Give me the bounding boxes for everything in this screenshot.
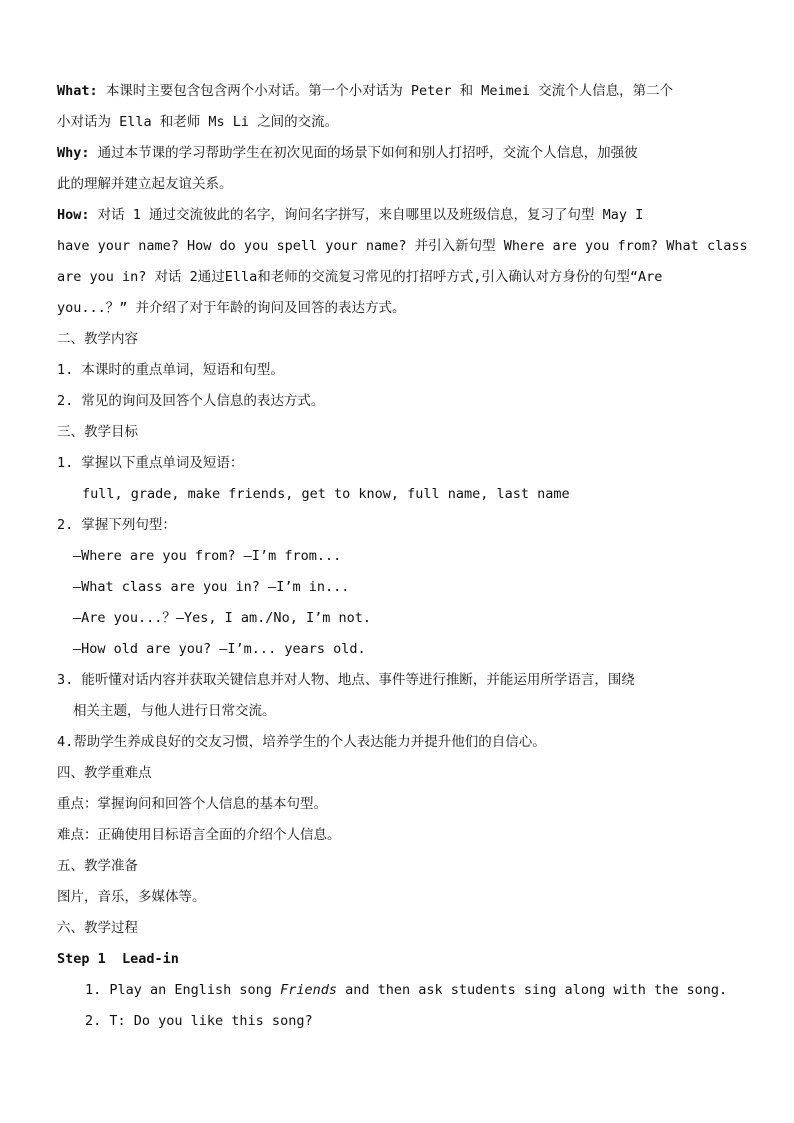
- key-words-list: full, grade, make friends, get to know, full name, last name: [82, 486, 570, 502]
- how-line-2: have your name? How do you spell your name? 并引入新句型 Where are you from? What class: [57, 238, 748, 254]
- section-3-item-2: 2. 掌握下列句型：: [57, 517, 176, 533]
- section-3-item-4: 4.帮助学生养成良好的交友习惯，培养学生的个人表达能力并提升他们的自信心。: [57, 734, 546, 750]
- section-4-heading: 四、教学重难点: [57, 765, 152, 781]
- section-6-heading: 六、教学过程: [57, 920, 138, 936]
- section-5-heading: 五、教学准备: [57, 858, 138, 874]
- sentence-pattern-1: —Where are you from? —I’m from...: [73, 548, 342, 564]
- why-line-2: 此的理解并建立起友谊关系。: [57, 176, 233, 192]
- sentence-pattern-2: —What class are you in? —I’m in...: [73, 579, 350, 595]
- what-line-2: 小对话为 Ella 和老师 Ms Li 之间的交流。: [57, 114, 339, 130]
- step-1-heading: Step 1 Lead-in: [57, 951, 179, 967]
- key-point: 重点：掌握询问和回答个人信息的基本句型。: [57, 796, 327, 812]
- section-2-heading: 二、教学内容: [57, 331, 138, 347]
- song-title: Friends: [280, 982, 337, 998]
- step-1-item-2: 2. T: Do you like this song?: [85, 1013, 313, 1029]
- preparation-content: 图片，音乐，多媒体等。: [57, 889, 206, 905]
- how-label: How:: [57, 207, 90, 223]
- what-label: What:: [57, 83, 98, 99]
- document-page: [57, 76, 748, 1037]
- how-line-4: you...？” 并介绍了对于年龄的询问及回答的表达方式。: [57, 300, 406, 316]
- section-3-item-3-line-1: 3. 能听懂对话内容并获取关键信息并对人物、地点、事件等进行推断，并能运用所学语言，围绕: [57, 672, 635, 688]
- section-3-heading: 三、教学目标: [57, 424, 138, 440]
- section-2-item-2: 2. 常见的询问及回答个人信息的表达方式。: [57, 393, 325, 409]
- step-1-item-1: 1. Play an English song Friends and then ask students sing along with the song.: [85, 982, 728, 998]
- what-line-1: What: 本课时主要包含包含两个小对话。第一个小对话为 Peter 和 Meimei 交流个人信息，第二个: [57, 83, 674, 99]
- sentence-pattern-3: —Are you...？—Yes, I am./No, I’m not.: [73, 610, 371, 626]
- difficult-point: 难点：正确使用目标语言全面的介绍个人信息。: [57, 827, 341, 843]
- section-2-item-1: 1. 本课时的重点单词，短语和句型。: [57, 362, 284, 378]
- section-3-item-3-line-2: 相关主题，与他人进行日常交流。: [73, 703, 276, 719]
- sentence-pattern-4: —How old are you? —I’m... years old.: [73, 641, 366, 657]
- why-label: Why:: [57, 145, 90, 161]
- how-line-1: How: 对话 1 通过交流彼此的名字，询问名字拼写，来自哪里以及班级信息，复习了句型 May I: [57, 207, 644, 223]
- how-line-3: are you in? 对话 2通过Ella和老师的交流复习常见的打招呼方式,引入确认对方身份的句型“Are: [57, 269, 663, 285]
- why-line-1: Why: 通过本节课的学习帮助学生在初次见面的场景下如何和别人打招呼，交流个人信息，加强彼: [57, 145, 638, 161]
- section-3-item-1: 1. 掌握以下重点单词及短语：: [57, 455, 244, 471]
